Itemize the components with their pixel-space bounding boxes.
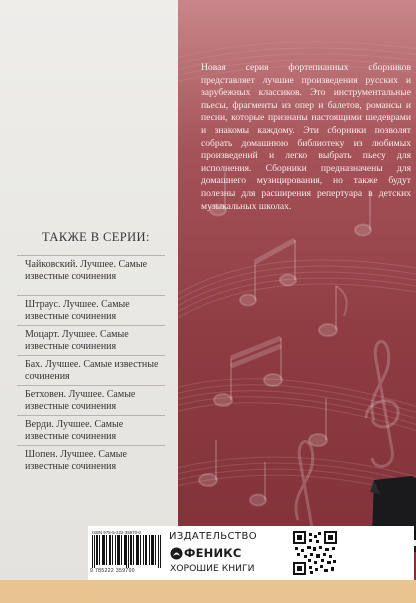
divider	[17, 355, 165, 356]
divider	[17, 255, 165, 256]
divider	[17, 415, 165, 416]
publisher-slogan: ХОРОШИЕ КНИГИ	[170, 563, 255, 574]
series-item-text: Верди. Лучшее. Самые известные сочинения	[25, 419, 124, 442]
series-list	[17, 255, 167, 475]
list-item	[17, 325, 167, 353]
barcode-number: 9 785222 359700	[90, 568, 135, 574]
series-description: Новая серия фортепианных сборников представляет лучшие произведения русских и зарубежных классиков. Это инструментальные пьесы, фрагменты из опер и балетов, романсы и песни, которые признаны настоящими шедеврами и знакомы каждому. Эти сборники позволят собрать домашнюю библиотеку из любимых произведений и легко выбрать пьесу для исполнения. Сборники предназначены для домашнего музицирования, но также будут полезны для расширения репертуара в детских музыкальных школах.	[201, 62, 411, 212]
isbn-text: ISBN 978-5-222-35970-0	[92, 530, 141, 535]
divider	[17, 385, 165, 386]
qr-code	[293, 531, 337, 575]
also-in-series-title: ТАКЖЕ В СЕРИИ:	[42, 230, 150, 244]
divider	[17, 325, 165, 326]
series-item-text: Моцарт. Лучшее. Самые известные сочинения	[25, 329, 129, 352]
barcode	[92, 535, 162, 568]
series-item-text: Штраус. Лучшее. Самые известные сочинения	[25, 299, 130, 322]
series-item-text: Бетховен. Лучшее. Самые известные сочинения	[25, 389, 136, 412]
series-item-text: Чайковский. Лучшее. Самые известные сочинения	[25, 259, 148, 282]
list-item	[17, 415, 167, 443]
list-item	[17, 445, 167, 473]
list-item	[17, 295, 167, 323]
list-item	[17, 255, 167, 293]
series-item-text: Шопен. Лучшее. Самые известные сочинения	[25, 449, 127, 472]
barcode-publisher-box	[88, 526, 414, 580]
divider	[17, 445, 165, 446]
phoenix-logo-icon	[170, 547, 183, 560]
bottom-stripe	[0, 580, 416, 603]
divider	[17, 295, 165, 296]
publisher-label: ИЗДАТЕЛЬСТВО	[169, 531, 257, 542]
list-item	[17, 355, 167, 383]
publisher-name: ФЕНИКС	[184, 546, 242, 560]
series-item-text: Бах. Лучшее. Самые известные сочинения	[25, 359, 159, 382]
list-item	[17, 385, 167, 413]
